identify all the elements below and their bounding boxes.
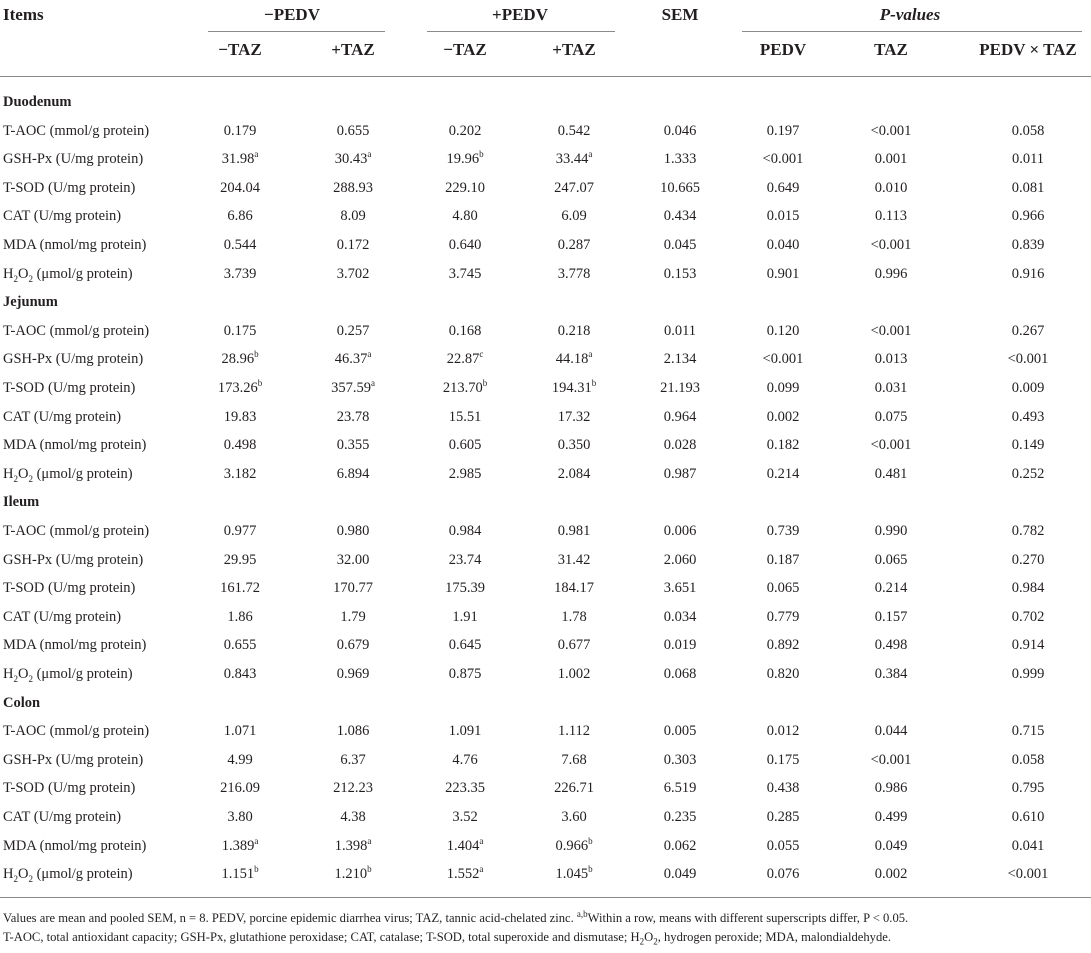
table-row [0,431,1091,459]
cell-p-taz: 0.481 [874,465,908,482]
cell-pos-pedv-pos-taz: 0.287 [557,237,591,253]
cell-sem: 0.062 [663,837,697,854]
cell-neg-pedv-pos-taz: 23.78 [336,408,370,425]
cell-pos-pedv-pos-taz: 1.78 [561,608,587,625]
cell-p-interaction: 0.966 [1011,208,1045,225]
table-row [0,231,1091,259]
cell-pos-pedv-neg-taz: 175.39 [445,580,485,597]
row-label: $H_2O_2$ (μmol/g protein) [3,465,133,484]
cell-pos-pedv-pos-taz: 1.112 [557,723,591,740]
cell-pos-pedv-pos-taz: 1.045$^b$ [555,864,593,883]
cell-p-taz: <0.001 [870,437,912,454]
cell-sem: 0.987 [663,465,697,482]
cell-neg-pedv-neg-taz: 0.175 [223,322,257,339]
cell-p-interaction: 0.058 [1011,751,1045,768]
cell-pos-pedv-neg-taz: 0.202 [448,122,482,139]
table-row [0,403,1091,431]
cell-p-pedv: 0.779 [766,608,800,625]
cell-pos-pedv-pos-taz: 0.350 [557,437,591,454]
superscript-letter: b [254,864,259,875]
cell-pos-pedv-pos-taz: 3.778 [557,265,591,282]
cell-neg-pedv-neg-taz: 0.655 [223,637,257,654]
cell-p-pedv: 0.438 [766,780,800,797]
table-row [0,774,1091,802]
cell-sem: 0.434 [663,208,697,225]
cell-neg-pedv-neg-taz: 0.843 [223,666,257,682]
cell-p-pedv: 0.187 [766,551,800,568]
cell-pos-pedv-pos-taz: 0.218 [557,322,591,339]
row-label: CAT (U/mg protein) [3,809,122,825]
cell-p-taz: <0.001 [870,237,912,253]
cell-p-taz: 0.157 [874,608,908,625]
row-label: $H_2O_2$ (μmol/g protein) [3,265,133,284]
cell-p-pedv: 0.120 [766,322,800,339]
cell-neg-pedv-pos-taz: 3.702 [336,265,370,282]
cell-pos-pedv-pos-taz: 0.981 [557,523,591,539]
row-label: T-SOD (U/mg protein) [3,380,136,396]
cell-sem: 0.011 [663,322,697,339]
cell-p-taz: 0.049 [874,837,908,854]
header-taz-negative-1: −TAZ [218,40,262,59]
underline-pedv-positive [427,31,615,32]
table-row [0,260,1091,288]
cell-pos-pedv-pos-taz: 6.09 [561,208,587,225]
table-row [0,832,1091,860]
table-row [0,546,1091,574]
cell-sem: 0.049 [663,866,697,883]
superscript-letter: b [588,864,593,875]
cell-p-interaction: 0.795 [1011,780,1045,797]
cell-pos-pedv-neg-taz: 23.74 [448,551,482,568]
cell-p-interaction: 0.715 [1011,723,1045,740]
section-heading-duodenum: Duodenum [3,94,72,110]
table-row [0,345,1091,373]
cell-p-interaction: 0.149 [1011,437,1045,454]
cell-pos-pedv-neg-taz: 3.52 [452,809,478,825]
cell-p-interaction: 0.081 [1011,179,1045,196]
superscript-letter: b [591,378,597,389]
cell-pos-pedv-neg-taz: 0.605 [448,437,482,454]
cell-pos-pedv-neg-taz: 19.96$^b$ [446,149,484,168]
cell-p-taz: 0.013 [874,351,908,368]
cell-pos-pedv-neg-taz: 22.87$^c$ [446,349,484,368]
cell-pos-pedv-pos-taz: 2.084 [557,465,591,482]
cell-neg-pedv-pos-taz: 0.355 [336,437,370,454]
cell-neg-pedv-pos-taz: 212.23 [333,780,373,797]
cell-p-taz: 0.214 [874,580,908,597]
cell-p-interaction: <0.001 [1007,351,1049,368]
row-label: T-AOC (mmol/g protein) [3,322,150,339]
table-row [0,317,1091,345]
cell-sem: 0.235 [663,809,697,825]
cell-p-pedv: 0.175 [766,751,800,768]
cell-neg-pedv-neg-taz: 0.179 [223,122,257,139]
cell-neg-pedv-neg-taz: 161.72 [220,580,260,597]
row-label: T-AOC (mmol/g protein) [3,723,150,740]
superscript-letter: a [588,349,593,360]
cell-p-taz: 0.996 [874,265,908,282]
cell-neg-pedv-neg-taz: 29.95 [223,551,257,568]
table-row [0,460,1091,488]
cell-p-interaction: 0.493 [1011,408,1045,425]
cell-pos-pedv-pos-taz: 226.71 [554,780,594,797]
cell-neg-pedv-pos-taz: 288.93 [333,179,373,196]
cell-sem: 0.046 [663,122,697,139]
cell-neg-pedv-pos-taz: 0.969 [336,666,370,682]
superscript-letter: c [479,349,484,360]
cell-neg-pedv-pos-taz: 30.43$^a$ [334,149,372,168]
cell-sem: 21.193 [660,380,700,396]
cell-p-interaction: 0.839 [1011,237,1045,253]
cell-p-pedv: 0.197 [766,122,800,139]
cell-p-pedv: 0.820 [766,666,800,682]
cell-pos-pedv-pos-taz: 31.42 [557,551,591,568]
row-label: CAT (U/mg protein) [3,208,122,225]
cell-neg-pedv-neg-taz: 3.739 [223,265,257,282]
superscript-letter: b [254,349,259,360]
table-row [0,860,1091,888]
superscript-letter: a [367,349,372,360]
cell-sem: 0.005 [663,723,697,740]
cell-pos-pedv-neg-taz: 223.35 [445,780,485,797]
cell-p-interaction: 0.999 [1011,666,1045,682]
cell-neg-pedv-neg-taz: 1.86 [227,608,253,625]
cell-pos-pedv-neg-taz: 2.985 [448,465,482,482]
cell-pos-pedv-pos-taz: 184.17 [554,580,594,597]
cell-pos-pedv-neg-taz: 0.168 [448,322,482,339]
superscript-letter: b [479,149,484,160]
table-row [0,117,1091,145]
header-sem: SEM [661,5,699,24]
table-row [0,517,1091,545]
cell-neg-pedv-pos-taz: 46.37$^a$ [334,349,372,368]
cell-p-interaction: 0.782 [1011,523,1045,539]
row-label: T-SOD (U/mg protein) [3,179,136,196]
row-label: $H_2O_2$ (μmol/g protein) [3,866,133,885]
cell-p-taz: 0.113 [874,208,908,225]
cell-neg-pedv-pos-taz: 0.679 [336,637,370,654]
cell-p-pedv: 0.002 [766,408,800,425]
cell-neg-pedv-pos-taz: 0.980 [336,523,370,539]
superscript-letter: b [482,378,488,389]
header-pvalues: P-values [879,5,941,24]
header-taz-positive-1: +TAZ [331,40,375,59]
cell-pos-pedv-pos-taz: 3.60 [561,809,587,825]
cell-pos-pedv-neg-taz: 4.76 [452,751,478,768]
cell-pos-pedv-pos-taz: 7.68 [561,751,587,768]
cell-pos-pedv-pos-taz: 17.32 [557,408,591,425]
cell-p-pedv: 0.099 [766,380,800,396]
cell-p-pedv: 0.076 [766,866,800,883]
cell-neg-pedv-neg-taz: 0.977 [223,523,257,539]
cell-pos-pedv-pos-taz: 1.002 [557,666,591,682]
superscript-letter: a [588,149,593,160]
header-taz-negative-2: −TAZ [443,40,487,59]
cell-p-interaction: 0.041 [1011,837,1045,854]
row-label: T-AOC (mmol/g protein) [3,122,150,139]
superscript-letter: b [588,835,593,846]
cell-pos-pedv-neg-taz: 0.984 [448,523,482,539]
header-pedv-negative: −PEDV [264,5,320,24]
superscript-letter: a [370,378,375,389]
cell-sem: 0.303 [663,751,697,768]
cell-neg-pedv-neg-taz: 216.09 [220,780,260,797]
cell-p-pedv: 0.055 [766,837,800,854]
cell-p-interaction: 0.984 [1011,580,1045,597]
cell-p-taz: 0.990 [874,523,908,539]
cell-pos-pedv-pos-taz: 44.18$^a$ [555,349,593,368]
cell-p-pedv: 0.649 [766,179,800,196]
table-row [0,603,1091,631]
table-row [0,145,1091,173]
cell-sem: 0.019 [663,637,697,654]
header-p-pedv: PEDV [759,40,807,59]
cell-p-taz: <0.001 [870,122,912,139]
superscript-letter: a [367,149,372,160]
cell-p-taz: <0.001 [870,751,912,768]
cell-pos-pedv-neg-taz: 0.645 [448,637,482,654]
table-row [0,660,1091,688]
cell-p-taz: 0.075 [874,408,908,425]
cell-p-pedv: 0.012 [766,723,800,740]
cell-p-pedv: 0.892 [766,637,800,654]
header-pedv-positive: +PEDV [492,5,548,24]
section-heading-ileum: Ileum [3,494,40,511]
superscript-letter: a [479,864,484,875]
cell-neg-pedv-pos-taz: 357.59$^a$ [331,378,375,396]
cell-neg-pedv-neg-taz: 204.04 [220,179,260,196]
row-label: GSH-Px (U/mg protein) [3,351,144,368]
cell-p-interaction: 0.914 [1011,637,1045,654]
cell-neg-pedv-pos-taz: 0.655 [336,122,370,139]
underline-pvalues [742,31,1082,32]
cell-p-interaction: 0.610 [1011,809,1045,825]
header-items: Items [3,5,44,24]
cell-sem: 6.519 [663,780,697,797]
row-label: MDA (nmol/mg protein) [3,637,147,654]
table-row [0,574,1091,602]
row-label: GSH-Px (U/mg protein) [3,151,144,168]
superscript-letter: b [257,378,263,389]
cell-p-interaction: 0.916 [1011,265,1045,282]
table-row [0,746,1091,774]
row-label: MDA (nmol/mg protein) [3,237,147,253]
cell-neg-pedv-neg-taz: 4.99 [227,751,253,768]
cell-p-interaction: <0.001 [1007,866,1049,883]
cell-p-pedv: 0.040 [766,237,800,253]
cell-p-taz: 0.498 [874,637,908,654]
cell-neg-pedv-pos-taz: 1.398$^a$ [334,835,372,854]
row-label: CAT (U/mg protein) [3,608,122,625]
cell-neg-pedv-neg-taz: 19.83 [223,408,257,425]
cell-pos-pedv-pos-taz: 33.44$^a$ [555,149,593,168]
cell-p-taz: 0.031 [874,380,908,396]
cell-p-taz: 0.002 [874,866,908,883]
row-label: CAT (U/mg protein) [3,408,122,425]
cell-p-taz: 0.986 [874,780,908,797]
table-row [0,631,1091,659]
row-label: GSH-Px (U/mg protein) [3,551,144,568]
cell-sem: 0.045 [663,237,697,253]
cell-pos-pedv-pos-taz: 247.07 [554,179,594,196]
cell-p-pedv: 0.739 [766,523,800,539]
cell-p-taz: 0.065 [874,551,908,568]
cell-neg-pedv-pos-taz: 0.257 [336,322,370,339]
row-label: MDA (nmol/mg protein) [3,837,147,854]
cell-pos-pedv-neg-taz: 3.745 [448,265,482,282]
footnote [3,909,1088,947]
cell-neg-pedv-pos-taz: 1.210$^b$ [334,864,372,883]
cell-p-pedv: <0.001 [762,351,804,368]
section-heading-colon: Colon [3,694,41,711]
cell-sem: 10.665 [660,179,700,196]
cell-sem: 0.068 [663,666,697,682]
cell-p-taz: 0.044 [874,723,908,740]
cell-sem: 2.060 [663,551,697,568]
cell-sem: 1.333 [663,151,697,168]
cell-pos-pedv-pos-taz: 0.966$^b$ [555,835,593,854]
cell-pos-pedv-pos-taz: 194.31$^b$ [551,378,597,396]
cell-p-pedv: 0.901 [766,265,800,282]
table-row [0,174,1091,202]
cell-neg-pedv-neg-taz: 6.86 [227,208,253,225]
cell-neg-pedv-pos-taz: 6.894 [336,465,370,482]
cell-neg-pedv-pos-taz: 0.172 [336,237,370,253]
cell-sem: 2.134 [663,351,697,368]
row-label: T-AOC (mmol/g protein) [3,523,150,539]
cell-p-pedv: 0.285 [766,809,800,825]
superscript-letter: a [367,835,372,846]
cell-neg-pedv-pos-taz: 1.086 [336,723,370,740]
cell-p-pedv: 0.214 [766,465,800,482]
cell-neg-pedv-neg-taz: 173.26$^b$ [217,378,263,396]
table-row [0,717,1091,745]
cell-p-interaction: 0.011 [1011,151,1045,168]
cell-p-interaction: 0.270 [1011,551,1045,568]
superscript-letter: a [254,149,259,160]
underline-pedv-negative [208,31,385,32]
cell-pos-pedv-neg-taz: 1.404$^a$ [446,835,484,854]
cell-neg-pedv-neg-taz: 1.071 [223,723,257,740]
cell-p-taz: <0.001 [870,322,912,339]
cell-neg-pedv-pos-taz: 170.77 [333,580,373,597]
cell-p-taz: 0.001 [874,151,908,168]
cell-p-interaction: 0.702 [1011,608,1045,625]
superscript-letter: a [254,835,259,846]
bottom-rule [0,897,1091,898]
cell-neg-pedv-neg-taz: 3.80 [227,809,253,825]
cell-pos-pedv-neg-taz: 1.091 [448,723,482,740]
cell-pos-pedv-neg-taz: 4.80 [452,208,478,225]
cell-p-taz: 0.010 [874,179,908,196]
cell-sem: 3.651 [663,580,697,597]
cell-pos-pedv-neg-taz: 1.552$^a$ [446,864,484,883]
section-heading-jejunum: Jejunum [3,294,58,311]
superscript-letter: a [479,835,484,846]
row-label: MDA (nmol/mg protein) [3,437,147,454]
table-row [0,803,1091,831]
footnote-line-1: Values are mean and pooled SEM, n = 8. PEDV, porcine epidemic diarrhea virus; TAZ, tannic acid-chelated zinc. $^{a,b}$Within a row, means with different superscripts differ, P < 0.05. [3,908,909,925]
cell-pos-pedv-neg-taz: 15.51 [448,408,482,425]
cell-sem: 0.153 [663,265,697,282]
cell-pos-pedv-neg-taz: 0.640 [448,237,482,253]
row-label: T-SOD (U/mg protein) [3,780,136,797]
row-label: GSH-Px (U/mg protein) [3,751,144,768]
cell-p-pedv: <0.001 [762,151,804,168]
table-row [0,202,1091,230]
cell-p-interaction: 0.267 [1011,322,1045,339]
header-taz-positive-2: +TAZ [552,40,596,59]
cell-p-interaction: 0.252 [1011,465,1045,482]
cell-sem: 0.034 [663,608,697,625]
cell-p-taz: 0.499 [874,809,908,825]
cell-neg-pedv-pos-taz: 8.09 [340,208,366,225]
cell-p-interaction: 0.009 [1011,380,1045,396]
cell-p-interaction: 0.058 [1011,122,1045,139]
table-row [0,374,1091,402]
cell-pos-pedv-pos-taz: 0.677 [557,637,591,654]
header-rule [0,76,1091,77]
header-p-interaction: PEDV × TAZ [979,40,1077,59]
cell-neg-pedv-pos-taz: 32.00 [336,551,370,568]
cell-neg-pedv-neg-taz: 3.182 [223,465,257,482]
cell-neg-pedv-neg-taz: 31.98$^a$ [221,149,259,168]
cell-neg-pedv-neg-taz: 28.96$^b$ [221,349,259,368]
superscript-letter: b [367,864,372,875]
cell-neg-pedv-neg-taz: 1.151$^b$ [221,864,259,883]
row-label: T-SOD (U/mg protein) [3,580,136,597]
cell-neg-pedv-neg-taz: 0.544 [223,237,257,253]
cell-p-pedv: 0.182 [766,437,800,454]
cell-sem: 0.964 [663,408,697,425]
cell-p-pedv: 0.015 [766,208,800,225]
cell-sem: 0.006 [663,523,697,539]
cell-neg-pedv-pos-taz: 4.38 [340,809,366,825]
cell-pos-pedv-neg-taz: 213.70$^b$ [442,378,488,396]
row-label: $H_2O_2$ (μmol/g protein) [3,666,133,684]
cell-sem: 0.028 [663,437,697,454]
cell-neg-pedv-pos-taz: 1.79 [340,608,366,625]
cell-pos-pedv-pos-taz: 0.542 [557,122,591,139]
cell-pos-pedv-neg-taz: 0.875 [448,666,482,682]
cell-pos-pedv-neg-taz: 1.91 [452,608,478,625]
cell-p-taz: 0.384 [874,666,908,682]
cell-neg-pedv-pos-taz: 6.37 [340,751,366,768]
cell-p-pedv: 0.065 [766,580,800,597]
cell-neg-pedv-neg-taz: 0.498 [223,437,257,454]
cell-neg-pedv-neg-taz: 1.389$^a$ [221,835,259,854]
cell-pos-pedv-neg-taz: 229.10 [445,179,485,196]
header-p-taz: TAZ [874,40,908,59]
footnote-line-2: T-AOC, total antioxidant capacity; GSH-Px, glutathione peroxidase; CAT, catalase; T-SOD, total superoxide and dismutase; $H_2O_2$, hydrogen peroxide; MDA, malondialdehyde. [3,930,891,947]
